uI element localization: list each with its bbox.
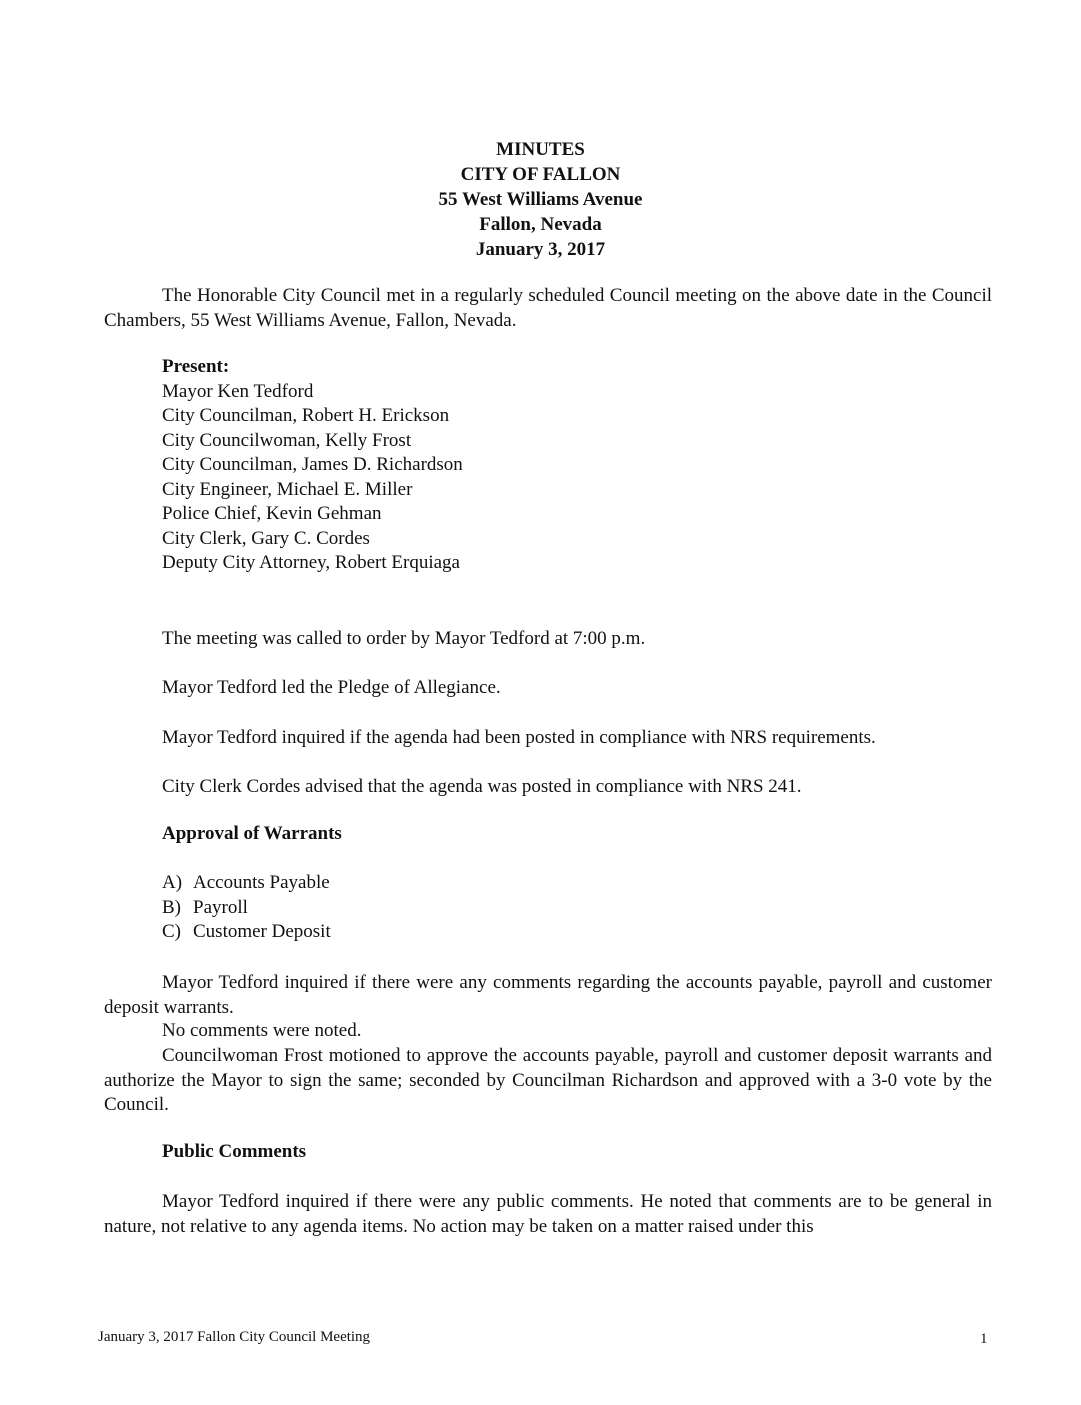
present-member: City Councilman, James D. Richardson — [162, 454, 463, 475]
warrant-letter: B) — [162, 896, 181, 918]
header-date: January 3, 2017 — [475, 239, 606, 260]
warrant-letter: C) — [162, 921, 181, 942]
present-member: Mayor Ken Tedford — [162, 380, 314, 402]
warrant-text: Accounts Payable — [193, 872, 330, 893]
warrant-text: Payroll — [193, 896, 248, 918]
header-address: 55 West Williams Avenue — [438, 189, 643, 210]
warrant-item — [162, 871, 331, 896]
present-member: Police Chief, Kevin Gehman — [162, 503, 382, 524]
pledge-statement: Mayor Tedford led the Pledge of Allegiance. — [162, 677, 501, 698]
intro-paragraph: The Honorable City Council met in a regularly scheduled Council meeting on the above date in the Council Chambers, 55 West Williams Avenue, Fallon, Nevada. — [104, 285, 992, 331]
present-member: Deputy City Attorney, Robert Erquiaga — [162, 552, 460, 573]
present-list — [162, 355, 463, 576]
public-comments-section-title: Public Comments — [162, 1141, 307, 1162]
call-to-order-statement: The meeting was called to order by Mayor Tedford at 7:00 p.m. — [162, 628, 646, 649]
document-header — [0, 137, 1081, 262]
agenda-compliance-statement: City Clerk Cordes advised that the agenda was posted in compliance with NRS 241. — [162, 776, 802, 797]
present-member: City Clerk, Gary C. Cordes — [162, 527, 370, 549]
header-city: CITY OF FALLON — [460, 164, 621, 185]
warrant-text: Customer Deposit — [193, 921, 331, 942]
warrant-item — [162, 920, 331, 945]
warrants-no-comments: No comments were noted. — [162, 1020, 362, 1041]
present-label: Present: — [162, 356, 230, 377]
warrants-motion-paragraph: Councilwoman Frost motioned to approve the accounts payable, payroll and customer deposit warrants and authorize the Mayor to sign the same; seconded by Councilman Richardson and approved with a 3-0 vote by the Council. — [104, 1045, 992, 1115]
warrants-inquiry-paragraph: Mayor Tedford inquired if there were any comments regarding the accounts payable, payroll and customer deposit warrants. — [104, 972, 992, 1018]
warrant-item — [162, 896, 331, 921]
public-comments-paragraph: Mayor Tedford inquired if there were any public comments. He noted that comments are to be general in nature, not relative to any agenda items. No action may be taken on a matter raised under this — [104, 1191, 992, 1237]
header-location: Fallon, Nevada — [479, 214, 602, 235]
footer-page-number: 1 — [980, 1331, 988, 1347]
present-member: City Councilwoman, Kelly Frost — [162, 429, 412, 451]
warrant-letter: A) — [162, 872, 183, 893]
present-member: City Councilman, Robert H. Erickson — [162, 405, 450, 426]
warrants-section-title: Approval of Warrants — [162, 823, 342, 844]
present-member: City Engineer, Michael E. Miller — [162, 478, 413, 500]
warrants-list — [162, 871, 331, 945]
footer-meeting-label: January 3, 2017 Fallon City Council Meeting — [98, 1329, 371, 1345]
header-title: MINUTES — [496, 139, 585, 160]
agenda-inquiry-statement: Mayor Tedford inquired if the agenda had been posted in compliance with NRS requirements. — [162, 727, 876, 748]
